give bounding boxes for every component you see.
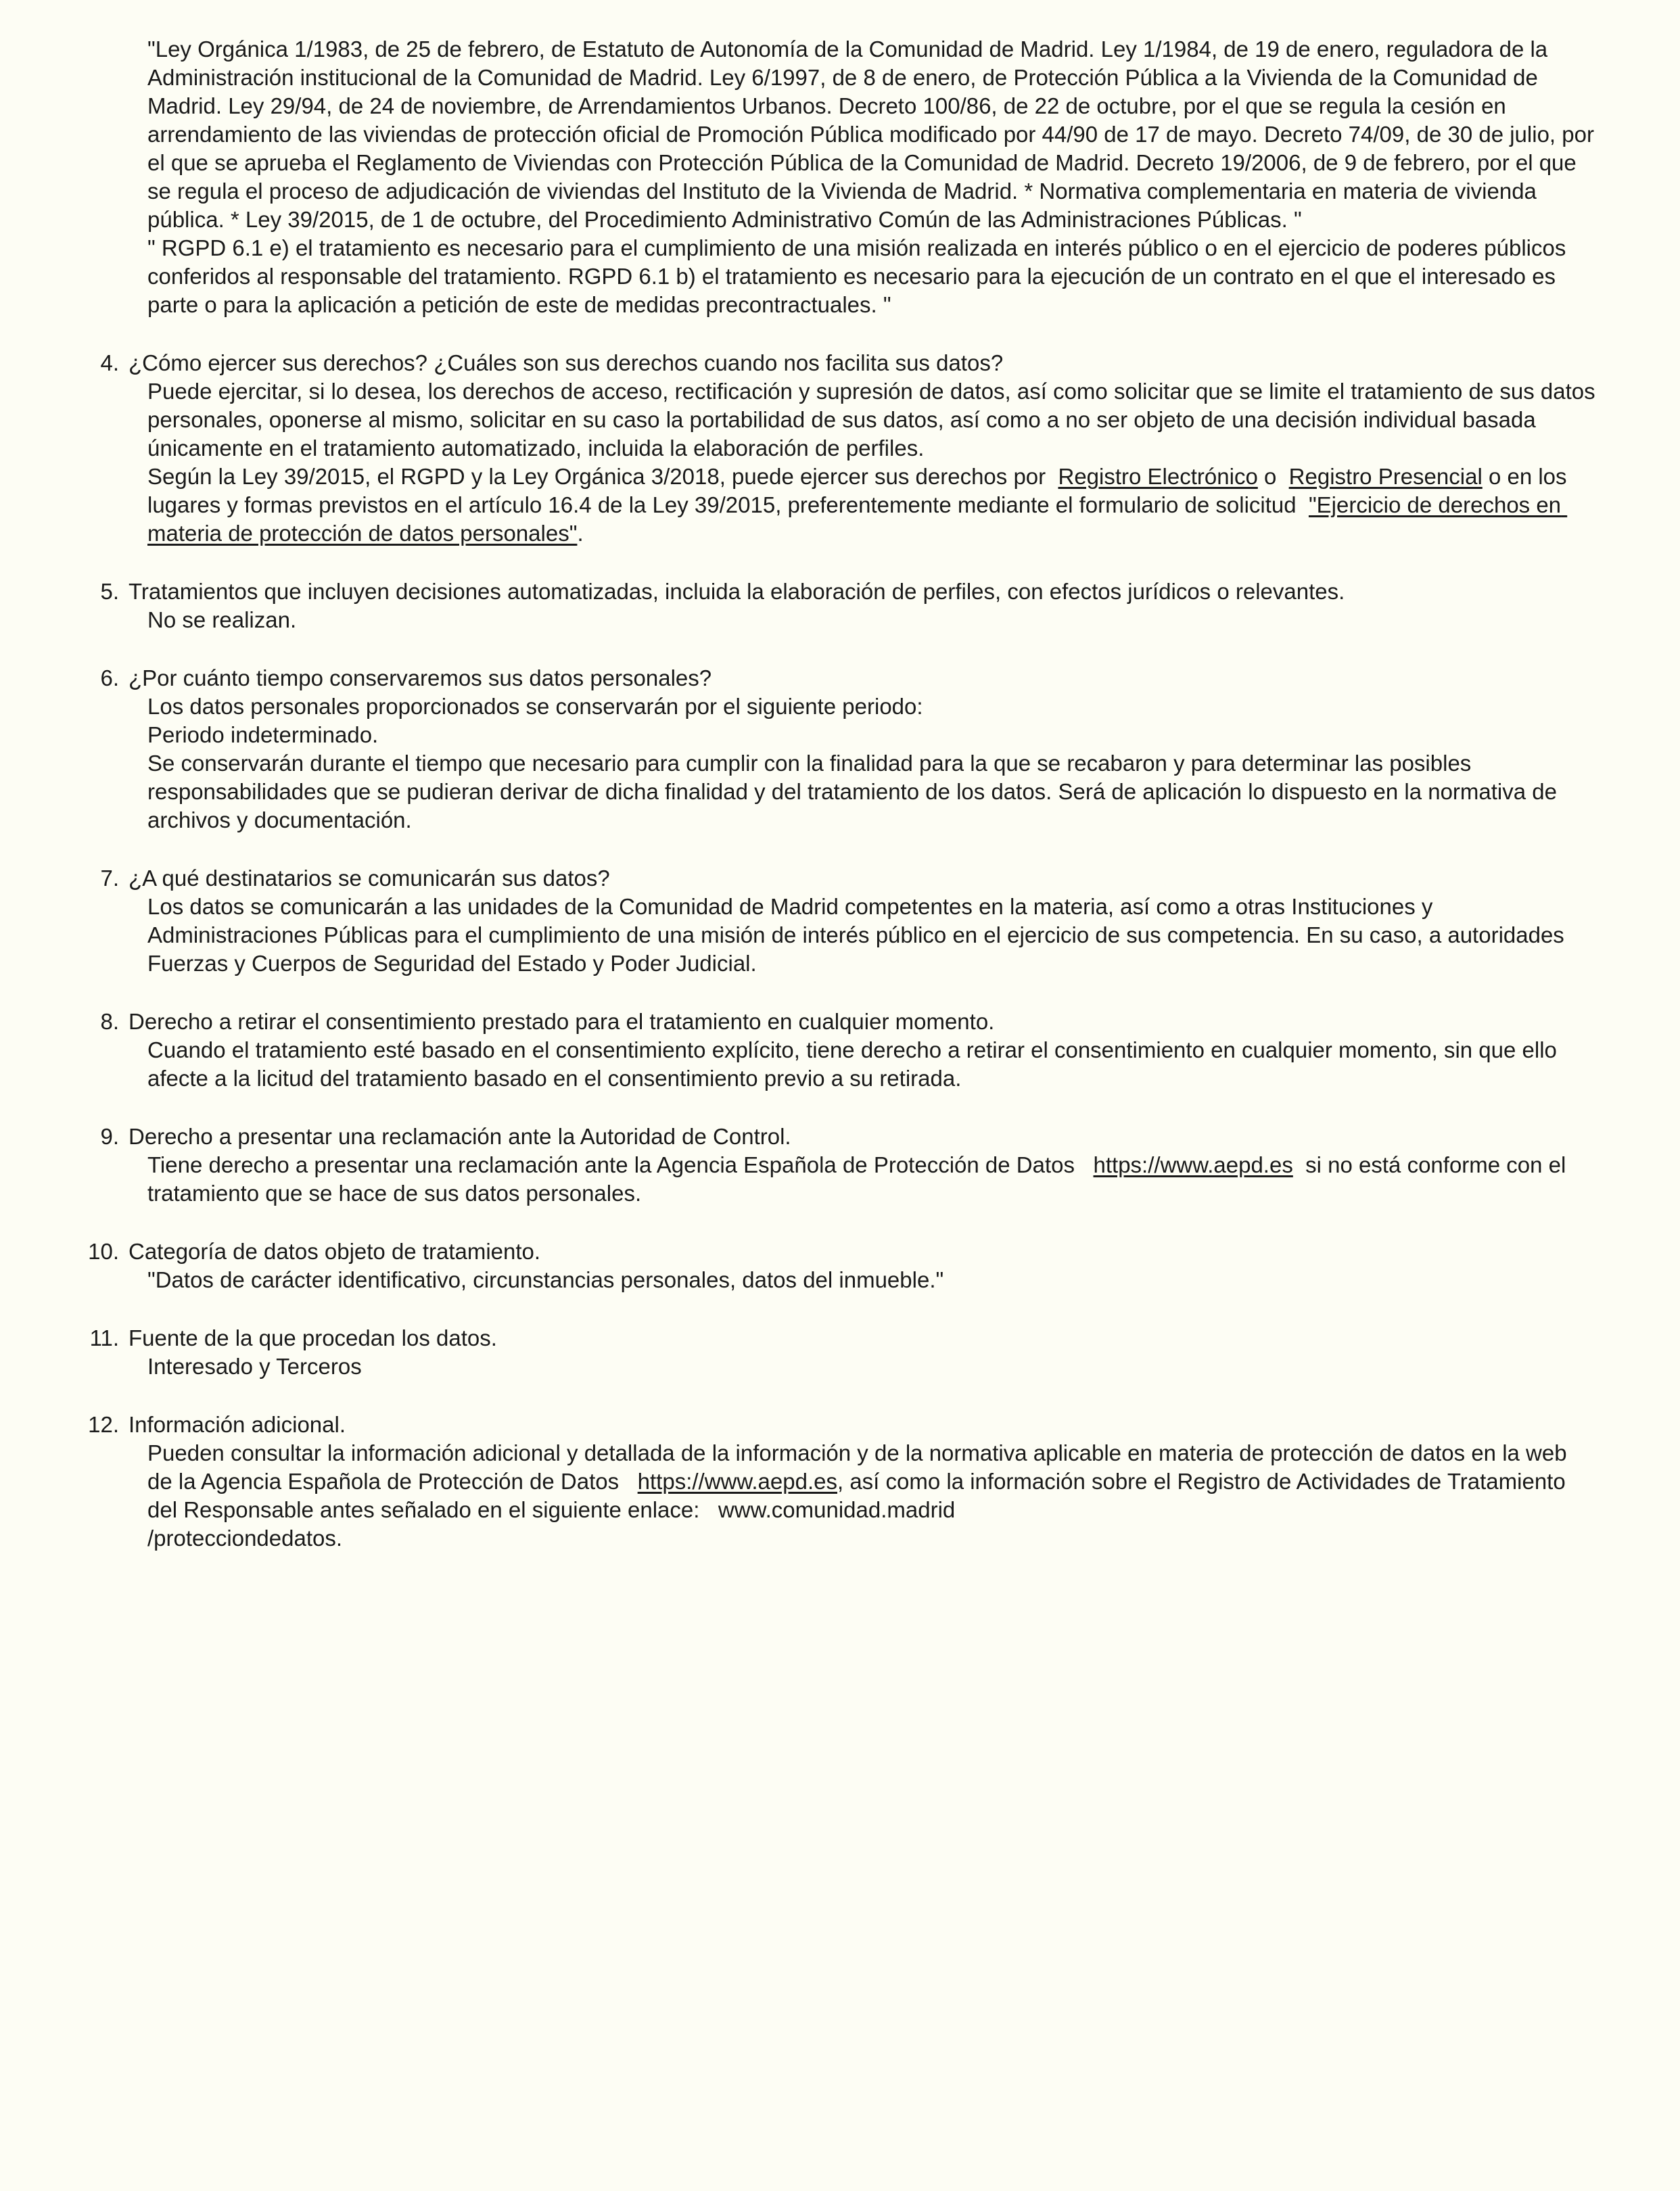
list-item <box>0 1123 1596 1208</box>
item-title: ¿Cómo ejercer sus derechos? ¿Cuáles son sus derechos cuando nos facilita sus datos? <box>129 350 1004 375</box>
item-number: 11. <box>89 1325 119 1350</box>
body-text: Los datos personales proporcionados se conservarán por el siguiente periodo: <box>147 694 923 719</box>
body-text: si no está conforme con el tratamiento que se hace de sus datos personales. <box>147 1152 1572 1206</box>
list-item <box>0 1411 1596 1553</box>
body-text: Tiene derecho a presentar una reclamación ante la Agencia Española de Protección de Datos <box>147 1152 1094 1177</box>
item-body <box>0 1036 1596 1093</box>
list-item <box>0 1008 1596 1093</box>
item-heading <box>0 1411 1596 1439</box>
list-item <box>0 578 1596 634</box>
item-body <box>0 1151 1596 1208</box>
body-text: Puede ejercitar, si lo desea, los derechos de acceso, rectificación y supresión de datos, así como solicitar que se limite el tratamiento de sus datos personales, oponerse al mismo, solicitar en su caso la portabilidad de sus datos, así como a no ser objeto de una decisión individual basada únicamente en el tratamiento automatizado, incluida la elaboración de perfiles. <box>147 379 1602 461</box>
item-title: ¿A qué destinatarios se comunicarán sus datos? <box>129 866 610 891</box>
body-text: "Datos de carácter identificativo, circunstancias personales, datos del inmueble." <box>147 1267 944 1292</box>
item-number: 12. <box>88 1412 119 1437</box>
body-text: Según la Ley 39/2015, el RGPD y la Ley Orgánica 3/2018, puede ejercer sus derechos por <box>147 464 1058 489</box>
items-list <box>0 349 1680 1553</box>
item-number: 7. <box>100 866 119 891</box>
item-body <box>0 893 1596 978</box>
list-item <box>0 1238 1596 1294</box>
item-heading <box>0 664 1596 692</box>
item-heading <box>0 1123 1596 1151</box>
item-body <box>0 1266 1596 1294</box>
body-text: Interesado y Terceros <box>147 1354 362 1379</box>
item-heading <box>0 1008 1596 1036</box>
intro-paragraph: "Ley Orgánica 1/1983, de 25 de febrero, de Estatuto de Autonomía de la Comunidad de Madrid. Ley 1/1984, de 19 de enero, reguladora de la Administración institucional de la Comunidad de Madrid. Ley 6/1997, de 8 de enero, de Protección Pública a la Vivienda de la Comunidad de Madrid. Ley 29/94, de 24 de noviembre, de Arrendamientos Urbanos. Decreto 100/86, de 22 de octubre, por el que se regula la cesión en arrendamiento de las viviendas de protección oficial de Promoción Pública modificado por 44/90 de 17 de mayo. Decreto 74/09, de 30 de julio, por el que se aprueba el Reglamento de Viviendas con Protección Pública de la Comunidad de Madrid. Decreto 19/2006, de 9 de febrero, por el que se regula el proceso de adjudicación de viviendas del Instituto de la Vivienda de Madrid. * Normativa complementaria en materia de vivienda pública. * Ley 39/2015, de 1 de octubre, del Procedimiento Administrativo Común de las Administraciones Públicas. " <box>147 37 1601 232</box>
item-title: Derecho a retirar el consentimiento prestado para el tratamiento en cualquier momento. <box>129 1009 995 1034</box>
body-paragraph <box>147 377 1602 463</box>
body-paragraph <box>147 1036 1596 1093</box>
body-text: o <box>1257 464 1289 489</box>
body-paragraph <box>147 463 1596 548</box>
body-text: No se realizan. <box>147 607 297 632</box>
item-title: ¿Por cuánto tiempo conservaremos sus datos personales? <box>129 665 712 690</box>
body-text: Pueden consultar la información adicional y detallada de la información y de la normativa aplicable en materia de protección de datos en la web de la Agencia Española de Protección de Datos <box>147 1440 1573 1494</box>
body-text: , así como la información sobre el Registro de Actividades de Tratamiento del Responsable antes señalado en el siguiente enlace: www.comunidad.madrid /protecciondedatos. <box>147 1469 1566 1551</box>
list-item <box>0 1324 1596 1381</box>
body-text: . <box>577 521 584 546</box>
body-paragraph <box>147 721 1596 749</box>
list-item <box>0 664 1596 834</box>
body-text: Se conservarán durante el tiempo que necesario para cumplir con la finalidad para la que se recabaron y para determinar las posibles responsabilidades que se pudieran derivar de dicha finalidad y del tratamiento de los datos. Será de aplicación lo dispuesto en la normativa de archivos y documentación. <box>147 751 1564 832</box>
body-paragraph <box>147 606 1596 634</box>
doc-link[interactable]: https://www.aepd.es <box>1093 1152 1293 1177</box>
item-heading <box>0 864 1596 893</box>
body-paragraph <box>147 1151 1596 1208</box>
item-body <box>0 692 1596 834</box>
item-heading <box>0 578 1596 606</box>
body-paragraph <box>147 893 1596 978</box>
body-text: Periodo indeterminado. <box>147 722 379 747</box>
body-text: o en los lugares y formas previstos en el artículo 16.4 de la Ley 39/2015, preferentemente mediante el formulario de solicitud <box>147 464 1573 517</box>
body-paragraph <box>147 1352 1596 1381</box>
item-number: 10. <box>88 1239 119 1264</box>
item-heading <box>0 1238 1596 1266</box>
item-number: 4. <box>100 350 119 375</box>
item-title: Categoría de datos objeto de tratamiento. <box>129 1239 541 1264</box>
item-number: 9. <box>100 1124 119 1149</box>
doc-link[interactable]: Registro Electrónico <box>1058 464 1258 489</box>
item-number: 6. <box>100 665 119 690</box>
item-body <box>0 1352 1596 1381</box>
body-paragraph <box>147 749 1596 834</box>
list-item <box>0 864 1596 978</box>
body-paragraph <box>147 692 1596 721</box>
item-number: 5. <box>100 579 119 604</box>
body-paragraph <box>147 1439 1596 1553</box>
item-title: Fuente de la que procedan los datos. <box>129 1325 497 1350</box>
item-body <box>0 606 1596 634</box>
item-title: Tratamientos que incluyen decisiones automatizadas, incluida la elaboración de perfiles, con efectos jurídicos o relevantes. <box>129 579 1345 604</box>
body-text: Cuando el tratamiento esté basado en el consentimiento explícito, tiene derecho a retirar el consentimiento en cualquier momento, sin que ello afecte a la licitud del tratamiento basado en el consentimiento previo a su retirada. <box>147 1037 1564 1091</box>
item-body <box>0 377 1602 548</box>
item-heading <box>0 1324 1596 1352</box>
body-text: Los datos se comunicarán a las unidades de la Comunidad de Madrid competentes en la materia, así como a otras Instituciones y Administraciones Públicas para el cumplimiento de una misión de interés público en el ejercicio de sus competencia. En su caso, a autoridades Fuerzas y Cuerpos de Seguridad del Estado y Poder Judicial. <box>147 894 1570 976</box>
body-paragraph <box>147 1266 1596 1294</box>
item-body <box>0 1439 1596 1553</box>
doc-link[interactable]: "Ejercicio de derechos en materia de protección de datos personales" <box>147 492 1568 546</box>
intro-paragraph: " RGPD 6.1 e) el tratamiento es necesario para el cumplimiento de una misión realizada en interés público o en el ejercicio de poderes públicos conferidos al responsable del tratamiento. RGPD 6.1 b) el tratamiento es necesario para la ejecución de un contrato en el que el interesado es parte o para la aplicación a petición de este de medidas precontractuales. " <box>147 235 1572 317</box>
list-item <box>0 349 1602 548</box>
doc-link[interactable]: https://www.aepd.es <box>637 1469 837 1494</box>
doc-link[interactable]: Registro Presencial <box>1288 464 1483 489</box>
intro-block <box>0 0 1680 319</box>
item-heading <box>0 349 1596 377</box>
item-title: Derecho a presentar una reclamación ante la Autoridad de Control. <box>129 1124 791 1149</box>
item-title: Información adicional. <box>129 1412 346 1437</box>
item-number: 8. <box>100 1009 119 1034</box>
